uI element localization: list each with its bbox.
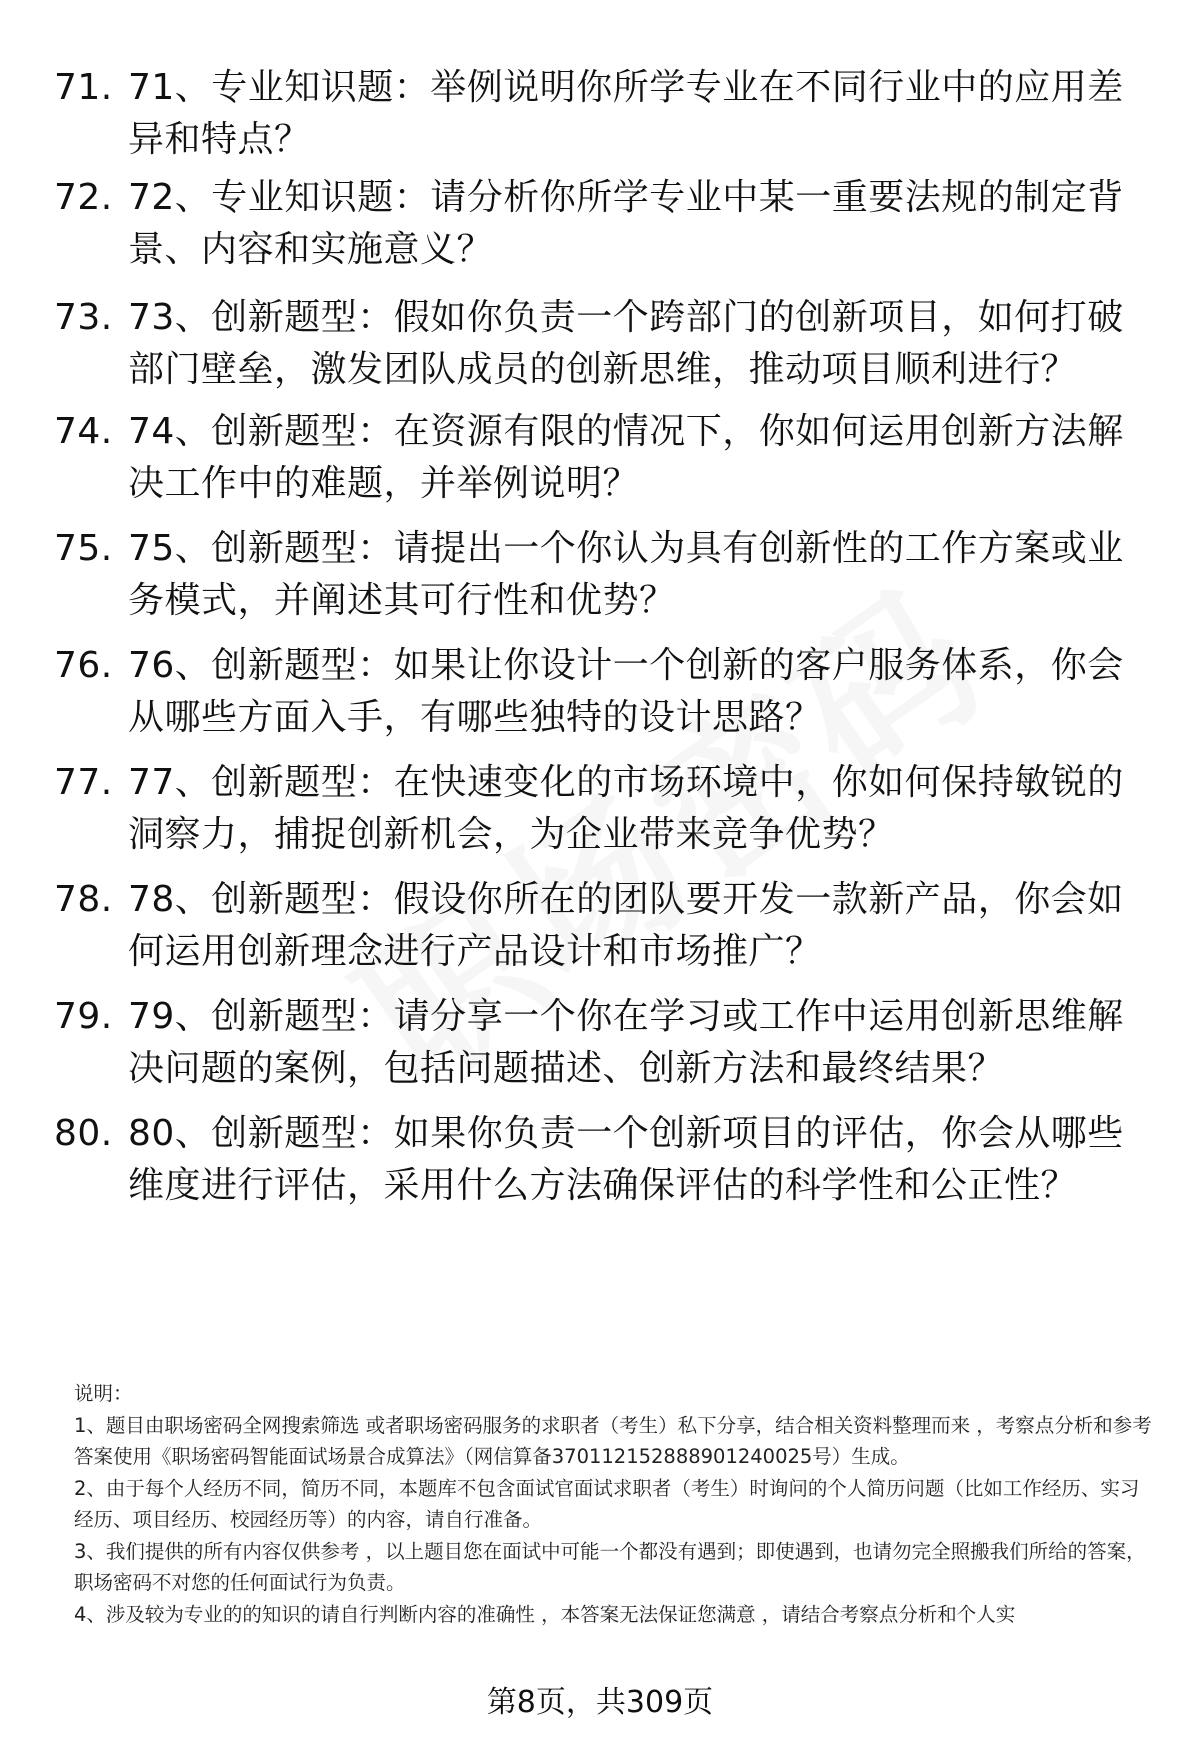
question-text: 80、创新题型：如果你负责一个创新项目的评估，你会从哪些维度进行评估，采用什么方法确保评估的科学性和公正性？ xyxy=(128,1113,1124,1206)
notes-heading: 说明： xyxy=(74,1382,133,1405)
question-text: 79、创新题型：请分享一个你在学习或工作中运用创新思维解决问题的案例，包括问题描述、创新方法和最终结果？ xyxy=(128,996,1124,1089)
note-item: 3、我们提供的所有内容仅供参考 ，以上题目您在面试中可能一个都没有遇到；即使遇到，也请勿完全照搬我们所给的答案，职场密码不对您的任何面试行为负责。 xyxy=(74,1539,1146,1594)
question-item xyxy=(0,991,1200,1101)
question-item xyxy=(0,1108,1200,1218)
question-item xyxy=(0,523,1200,633)
question-item xyxy=(0,406,1200,516)
question-item xyxy=(0,292,1200,402)
question-number: 77. xyxy=(54,762,113,803)
note-item: 4、涉及较为专业的的知识的请自行判断内容的准确性 ，本答案无法保证您满意 ，请结合考察点分析和个人实 xyxy=(74,1602,1016,1626)
question-text: 71、专业知识题：举例说明你所学专业在不同行业中的应用差异和特点？ xyxy=(128,67,1124,160)
question-number: 78. xyxy=(54,879,113,920)
question-item xyxy=(0,62,1200,172)
question-text: 77、创新题型：在快速变化的市场环境中，你如何保持敏锐的洞察力，捕捉创新机会，为企业带来竞争优势？ xyxy=(128,762,1124,855)
question-number: 79. xyxy=(54,996,113,1037)
question-item xyxy=(0,757,1200,867)
question-text: 78、创新题型：假设你所在的团队要开发一款新产品，你会如何运用创新理念进行产品设计和市场推广？ xyxy=(128,879,1124,972)
question-item xyxy=(0,640,1200,750)
question-number: 76. xyxy=(54,645,113,686)
question-item xyxy=(0,874,1200,984)
question-text: 75、创新题型：请提出一个你认为具有创新性的工作方案或业务模式，并阐述其可行性和优势？ xyxy=(128,528,1124,621)
question-text: 72、专业知识题：请分析你所学专业中某一重要法规的制定背景、内容和实施意义？ xyxy=(128,177,1124,270)
question-number: 75. xyxy=(54,528,113,569)
page-number: 第8页，共309页 xyxy=(486,1685,714,1720)
question-item xyxy=(0,172,1200,282)
question-text: 74、创新题型：在资源有限的情况下，你如何运用创新方法解决工作中的难题，并举例说明？ xyxy=(128,411,1124,504)
notes-section xyxy=(74,1378,1154,1630)
question-number: 71. xyxy=(54,67,113,108)
question-number: 72. xyxy=(54,177,113,218)
note-item: 1、题目由职场密码全网搜索筛选 或者职场密码服务的求职者（考生）私下分享，结合相关资料整理而来 ，考察点分析和参考答案使用《职场密码智能面试场景合成算法》（网信算备370112152888901240025号）生成。 xyxy=(74,1413,1152,1468)
note-item: 2、由于每个人经历不同，简历不同，本题库不包含面试官面试求职者（考生）时询问的个人简历问题（比如工作经历、实习经历、项目经历、校园经历等）的内容，请自行准备。 xyxy=(74,1476,1140,1531)
question-text: 73、创新题型：假如你负责一个跨部门的创新项目，如何打破部门壁垒，激发团队成员的创新思维，推动项目顺利进行？ xyxy=(128,297,1124,390)
question-number: 74. xyxy=(54,411,113,452)
question-number: 80. xyxy=(54,1113,113,1154)
question-number: 73. xyxy=(54,297,113,338)
question-text: 76、创新题型：如果让你设计一个创新的客户服务体系，你会从哪些方面入手，有哪些独特的设计思路？ xyxy=(128,645,1124,738)
